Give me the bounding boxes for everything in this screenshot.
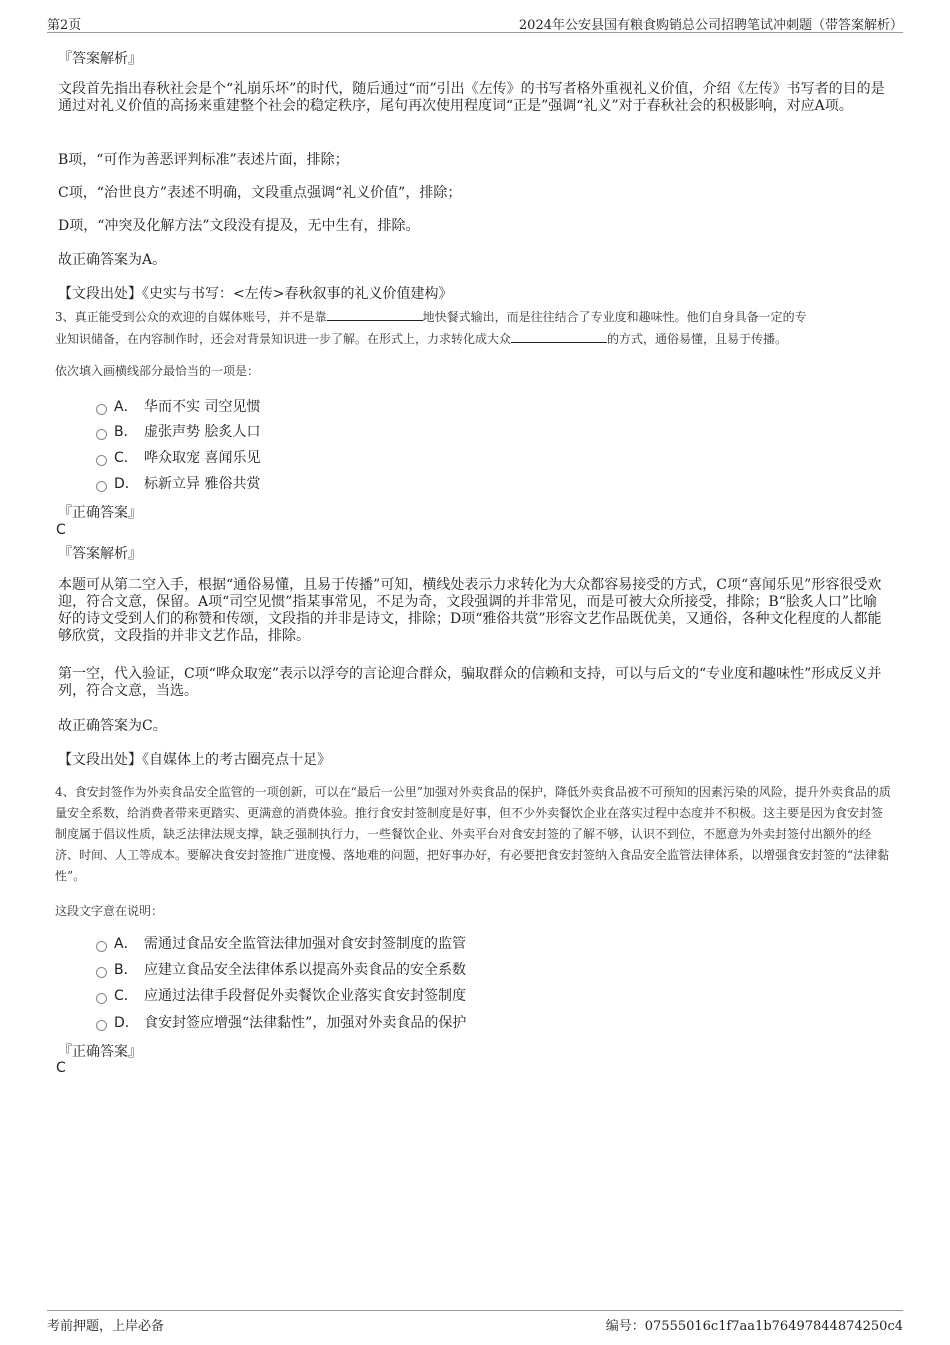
document-title: 2024年公安县国有粮食购销总公司招聘笔试冲刺题（带答案解析） xyxy=(518,18,903,33)
q3-option-d[interactable]: D． 标新立异 雅俗共赏 xyxy=(96,473,260,495)
page-header xyxy=(47,12,903,33)
radio-button-icon[interactable] xyxy=(96,1020,107,1031)
page-number: 第2页 xyxy=(47,18,82,33)
q4-option-d[interactable]: D． 食安封签应增强“法律黏性”，加强对外卖食品的保护 xyxy=(96,1012,466,1034)
q3-stem: 3、真正能受到公众的欢迎的自媒体账号，并不是靠 地快餐式输出，而是往往结合了专业度和趣味性。他们自身具备一定的专 业知识储备，在内容制作时，还会对背景知识进一步了解。在形式上，力求转化成大众 的方式，通俗易懂，且易于传播。 xyxy=(55,310,807,346)
q2-analysis-paragraph-1: 文段首先指出春秋社会是个“礼崩乐坏”的时代，随后通过“而”引出《左传》的书写者格外重视礼义价值，介绍《左传》书写者的目的是通过对礼义价值的高扬来重建整个社会的稳定秩序，尾句再次使用程度词“正是”强调“礼义”对于春秋社会的积极影响，对应A项。 xyxy=(58,81,885,114)
q3-option-a[interactable]: A． 华而不实 司空见惯 xyxy=(96,396,260,418)
q3-option-b[interactable]: B． 虚张声势 脍炙人口 xyxy=(96,421,260,443)
q4-prompt: 这段文字意在说明： xyxy=(55,904,164,918)
q3-source: 【文段出处】《自媒体上的考古圈亮点十足》 xyxy=(58,752,331,768)
fill-blank-2 xyxy=(511,330,607,343)
q3-conclusion: 故正确答案为C。 xyxy=(58,718,167,734)
footer-slogan: 考前押题，上岸必备 xyxy=(47,1319,165,1334)
radio-button-icon[interactable] xyxy=(96,455,107,466)
q2-source: 【文段出处】《史实与书写：<左传>春秋叙事的礼义价值建构》 xyxy=(58,286,453,302)
q3-analysis-paragraph-1: 本题可从第二空入手，根据“通俗易懂，且易于传播”可知，横线处表示力求转化为大众都容易接受的方式，C项“喜闻乐见”形容很受欢迎，符合文意，保留。A项“司空见惯”指某事常见，不足为奇，文段强调的并非常见，而是可被大众所接受，排除；B“脍炙人口”比喻好的诗文受到人们的称赞和传颂，文段指的并非是诗文，排除；D项“雅俗共赏”形容文艺作品既优美，又通俗，各种文化程度的人都能够欣赏，文段指的并非文艺作品，排除。 xyxy=(58,577,882,644)
q2-analysis-label: 『答案解析』 xyxy=(58,51,142,67)
radio-button-icon[interactable] xyxy=(96,941,107,952)
q4-stem: 4、食安封签作为外卖食品安全监管的一项创新，可以在“最后一公里”加强对外卖食品的保护，降低外卖食品被不可预知的因素污染的风险，提升外卖食品的质量安全系数，给消费者带来更踏实、更满意的消费体验。推行食安封签制度是好事，但不少外卖餐饮企业在落实过程中态度并不积极。这主要是因为食安封签制度属于倡议性质，缺乏法律法规支撑，缺乏强制执行力，一些餐饮企业、外卖平台对食安封签的了解不够，认识不到位，不愿意为外卖封签付出额外的经济、时间、人工等成本。要解决食安封签推广进度慢、落地难的问题，把好事办好，有必要把食安封签纳入食品安全监管法律体系，以增强食安封签的“法律黏性”。 xyxy=(55,785,891,883)
q4-option-b[interactable]: B． 应建立食品安全法律体系以提高外卖食品的安全系数 xyxy=(96,959,466,981)
q3-option-c[interactable]: C． 哗众取宠 喜闻乐见 xyxy=(96,447,260,469)
q3-analysis-label: 『答案解析』 xyxy=(58,546,142,562)
radio-button-icon[interactable] xyxy=(96,429,107,440)
q3-prompt: 依次填入画横线部分最恰当的一项是： xyxy=(55,364,260,378)
q3-analysis-paragraph-2: 第一空，代入验证，C项“哗众取宠”表示以浮夸的言论迎合群众，骗取群众的信赖和支持，可以与后文的“专业度和趣味性”形成反义并列，符合文意，当选。 xyxy=(58,666,882,699)
radio-button-icon[interactable] xyxy=(96,404,107,415)
q2-analysis-paragraph-3: C项，“治世良方”表述不明确，文段重点强调“礼义价值”，排除； xyxy=(58,185,462,201)
page-footer xyxy=(47,1310,903,1335)
fill-blank-1 xyxy=(327,308,423,321)
q2-conclusion: 故正确答案为A。 xyxy=(58,252,167,268)
q3-answer-label: 『正确答案』 xyxy=(58,505,142,521)
radio-button-icon[interactable] xyxy=(96,481,107,492)
q4-answer: C xyxy=(56,1060,66,1076)
q3-answer: C xyxy=(56,522,66,538)
q4-option-c[interactable]: C． 应通过法律手段督促外卖餐饮企业落实食安封签制度 xyxy=(96,985,466,1007)
q4-option-a[interactable]: A． 需通过食品安全监管法律加强对食安封签制度的监管 xyxy=(96,933,466,955)
q2-analysis-paragraph-4: D项，“冲突及化解方法”文段没有提及，无中生有，排除。 xyxy=(58,218,420,234)
document-code: 编号：07555016c1f7aa1b76497844874250c4 xyxy=(605,1319,903,1334)
radio-button-icon[interactable] xyxy=(96,967,107,978)
q2-analysis-paragraph-2: B项，“可作为善恶评判标准”表述片面，排除； xyxy=(58,152,349,168)
radio-button-icon[interactable] xyxy=(96,993,107,1004)
q4-answer-label: 『正确答案』 xyxy=(58,1044,142,1060)
